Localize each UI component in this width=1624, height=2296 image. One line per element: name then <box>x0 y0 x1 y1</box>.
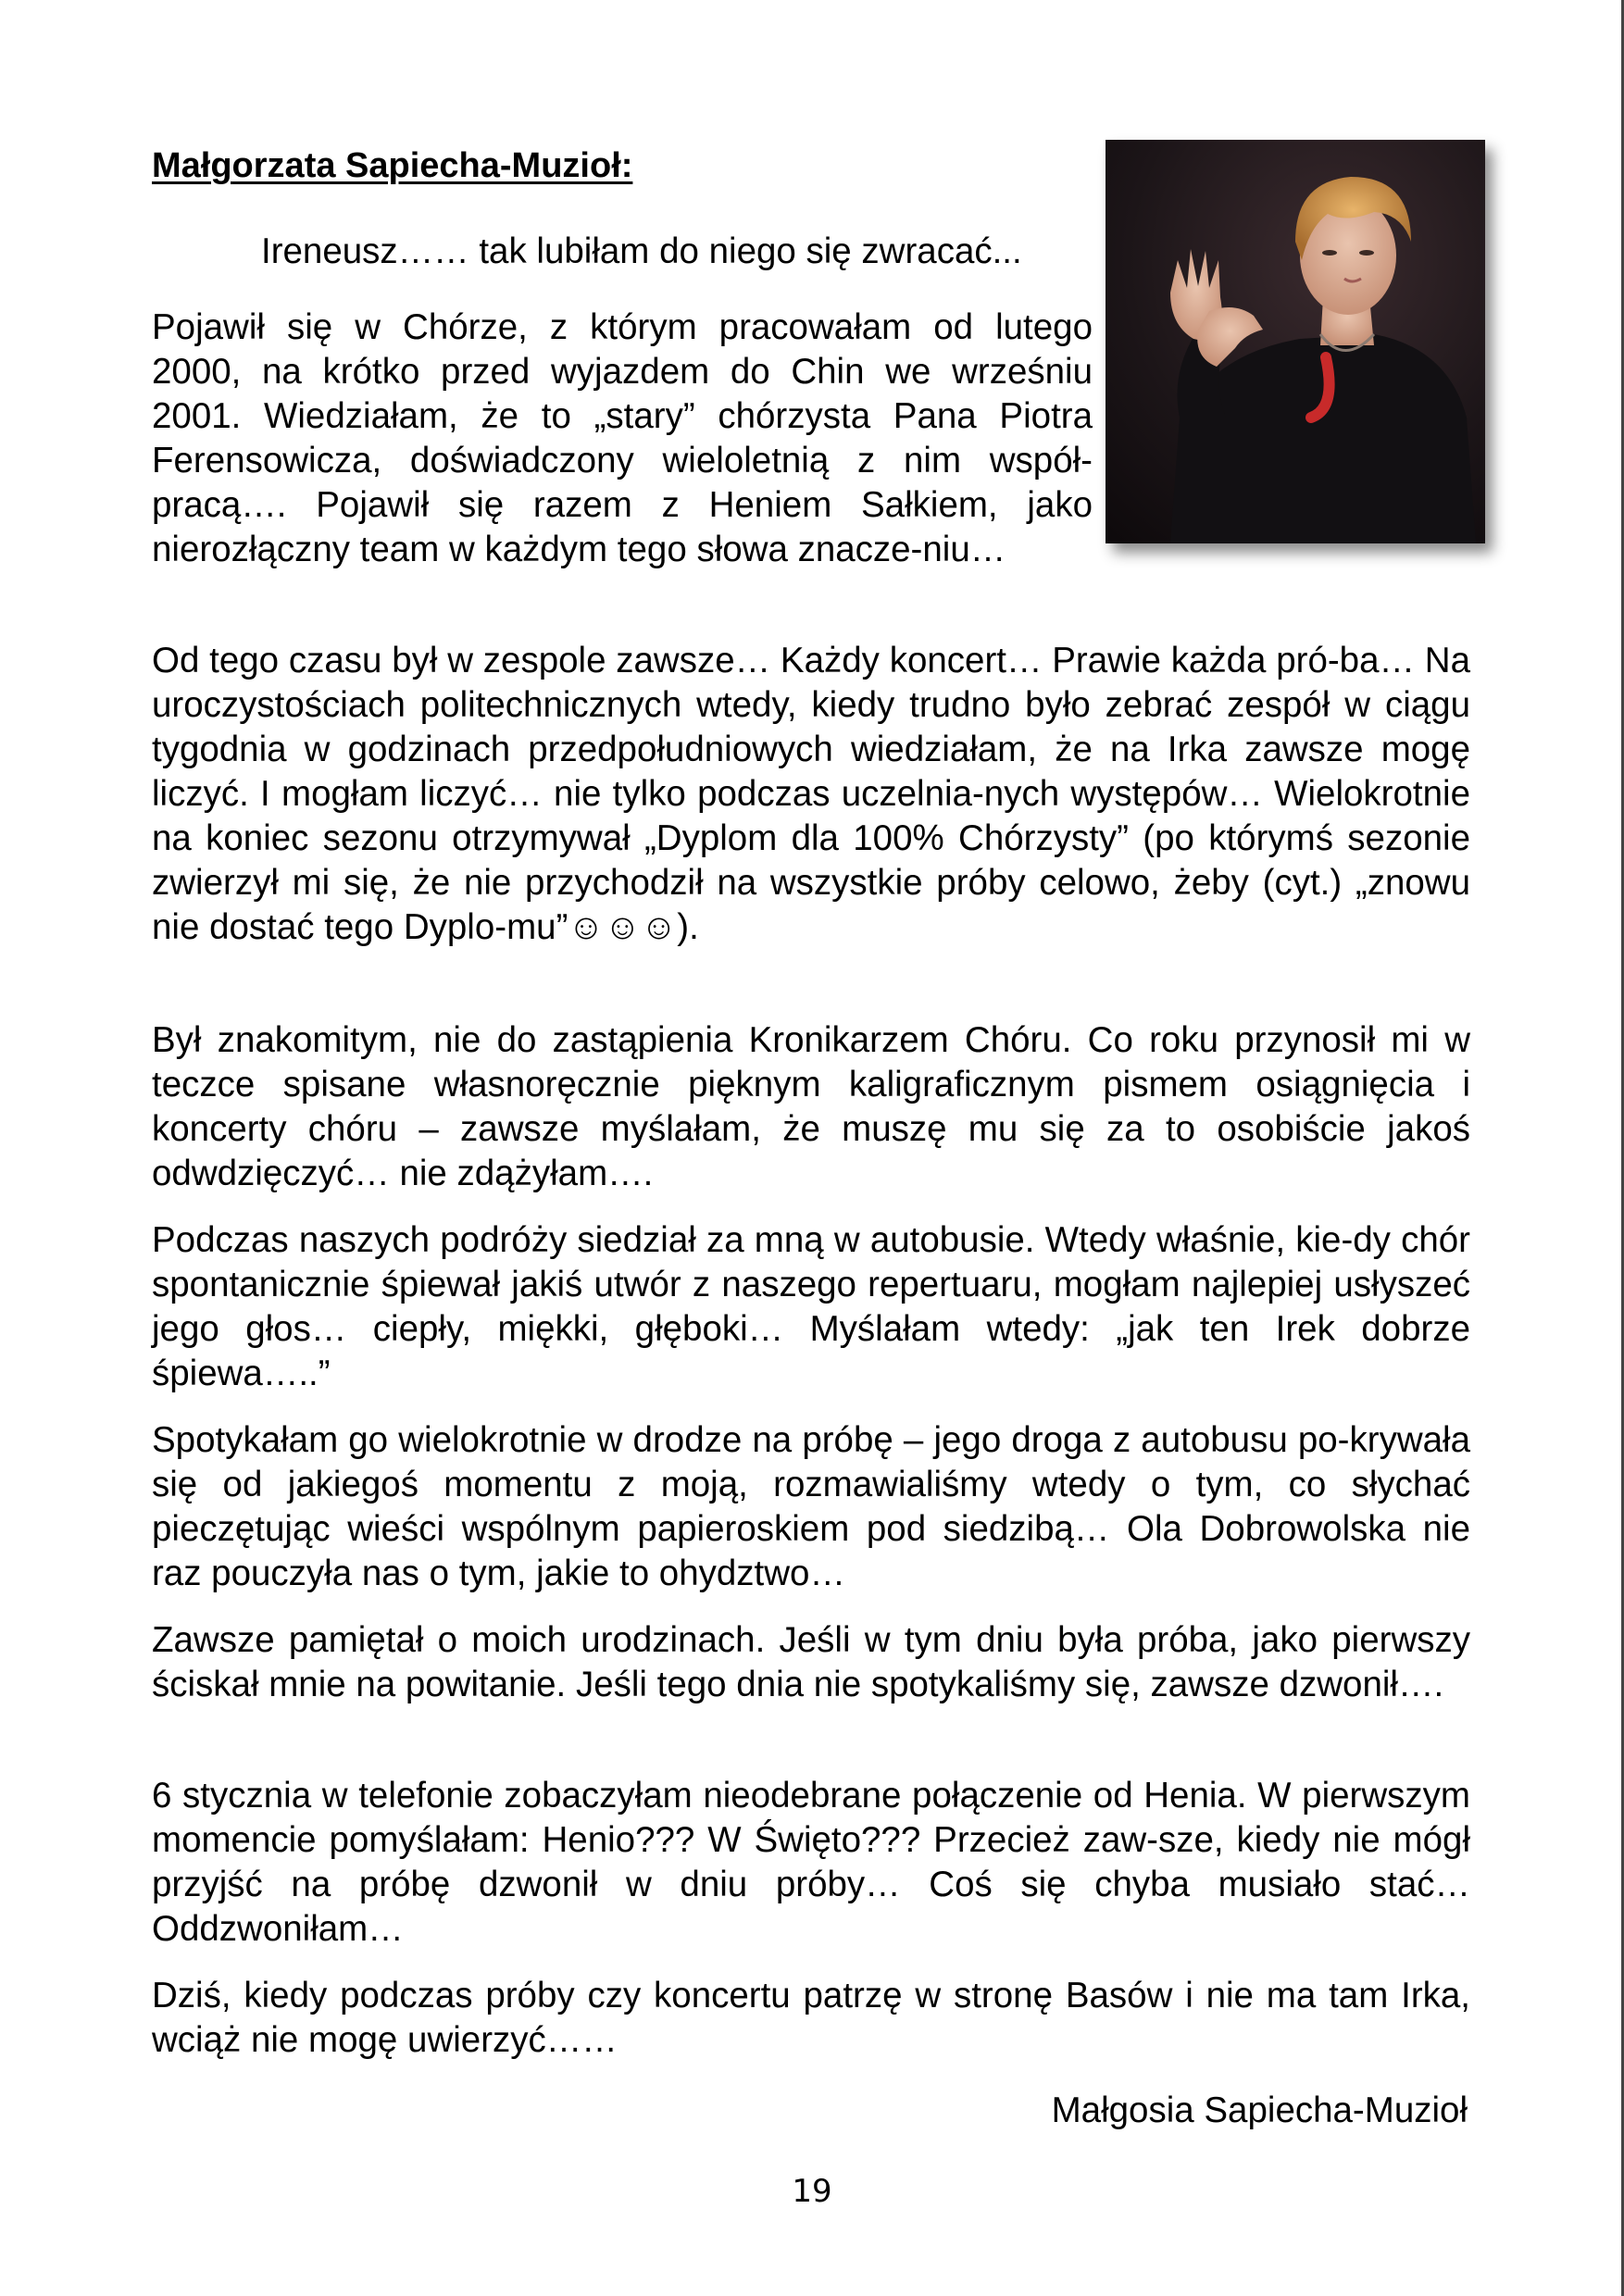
paragraph-7: 6 stycznia w telefonie zobaczyłam nieodebrane połączenie od Henia. W pierwszym momencie pomyślałam: Henio??? W Święto??? Przecież zaw-sze, kiedy nie mógł przyjść na próbę dzwonił w dniu próby… Coś się chyba musiało stać… Oddzwoniłam… <box>152 1776 1470 1949</box>
page-number: 19 <box>792 2173 832 2210</box>
paragraph-8: Dziś, kiedy podczas próby czy koncertu patrzę w stronę Basów i nie ma tam Irka, wciąż nie mogę uwierzyć…… <box>152 1976 1470 2060</box>
conductor-photo-illustration <box>1106 140 1485 543</box>
paragraph-2: Od tego czasu był w zespole zawsze… Każdy koncert… Prawie każda pró-ba… Na uroczystościach politechnicznych wtedy, kiedy trudno było zebrać zespół w ciągu tygodnia w godzinach przedpołudniowych wiedziałam, że na Irka zawsze mogę liczyć. I mogłam liczyć… nie tylko podczas uczelnia-nych występów… Wielokrotnie na koniec sezonu otrzymywał „Dyplom dla 100% Chórzysty” (po którymś sezonie zwierzył mi się, że nie przychodził na wszystkie próby celowo, żeby (cyt.) „znowu nie dostać tego Dyplo-mu”☺☺☺). <box>152 641 1470 947</box>
conductor-photo <box>1106 140 1485 543</box>
paragraph-5: Spotykałam go wielokrotnie w drodze na próbę – jego droga z autobusu po-krywała się od jakiegoś momentu z moją, rozmawialiśmy wtedy o tym, co słychać pieczętując wieści wspólnym papieroskiem pod siedzibą… Ola Dobrowolska nie raz pouczyła nas o tym, jakie to ohydztwo… <box>152 1420 1470 1593</box>
paragraph-3: Był znakomitym, nie do zastąpienia Kronikarzem Chóru. Co roku przynosił mi w teczce spisane własnoręcznie pięknym kaligraficznym pismem osiągnięcia i koncerty chóru – zawsze myślałam, że muszę mu się za to osobiście jakoś odwdzięczyć… nie zdążyłam…. <box>152 1020 1470 1193</box>
paragraph-6: Zawsze pamiętał o moich urodzinach. Jeśli w tym dniu była próba, jako pierwszy ściskał mnie na powitanie. Jeśli tego dnia nie spotykaliśmy się, zawsze dzwonił…. <box>152 1620 1470 1704</box>
signature: Małgosia Sapiecha-Muzioł <box>1051 2090 1468 2130</box>
paragraph-1: Pojawił się w Chórze, z którym pracowałam od lutego 2000, na krótko przed wyjazdem do Chin we wrześniu 2001. Wiedziałam, że to „stary” chórzysta Pana Piotra Ferensowicza, doświadczony wieloletnią z nim współ-pracą…. Pojawił się razem z Heniem Sałkiem, jako nierozłączny team w każdym tego słowa znacze-niu… <box>152 307 1093 569</box>
author-heading: Małgorzata Sapiecha-Muzioł: <box>152 146 633 185</box>
paragraph-4: Podczas naszych podróży siedział za mną w autobusie. Wtedy właśnie, kie-dy chór spontanicznie śpiewał jakiś utwór z naszego repertuaru, mogłam najlepiej usłyszeć jego głos… ciepły, miękki, głęboki… Myślałam wtedy: „jak ten Irek dobrze śpiewa…..” <box>152 1220 1470 1393</box>
intro-line: Ireneusz…… tak lubiłam do niego się zwracać... <box>261 231 1022 271</box>
